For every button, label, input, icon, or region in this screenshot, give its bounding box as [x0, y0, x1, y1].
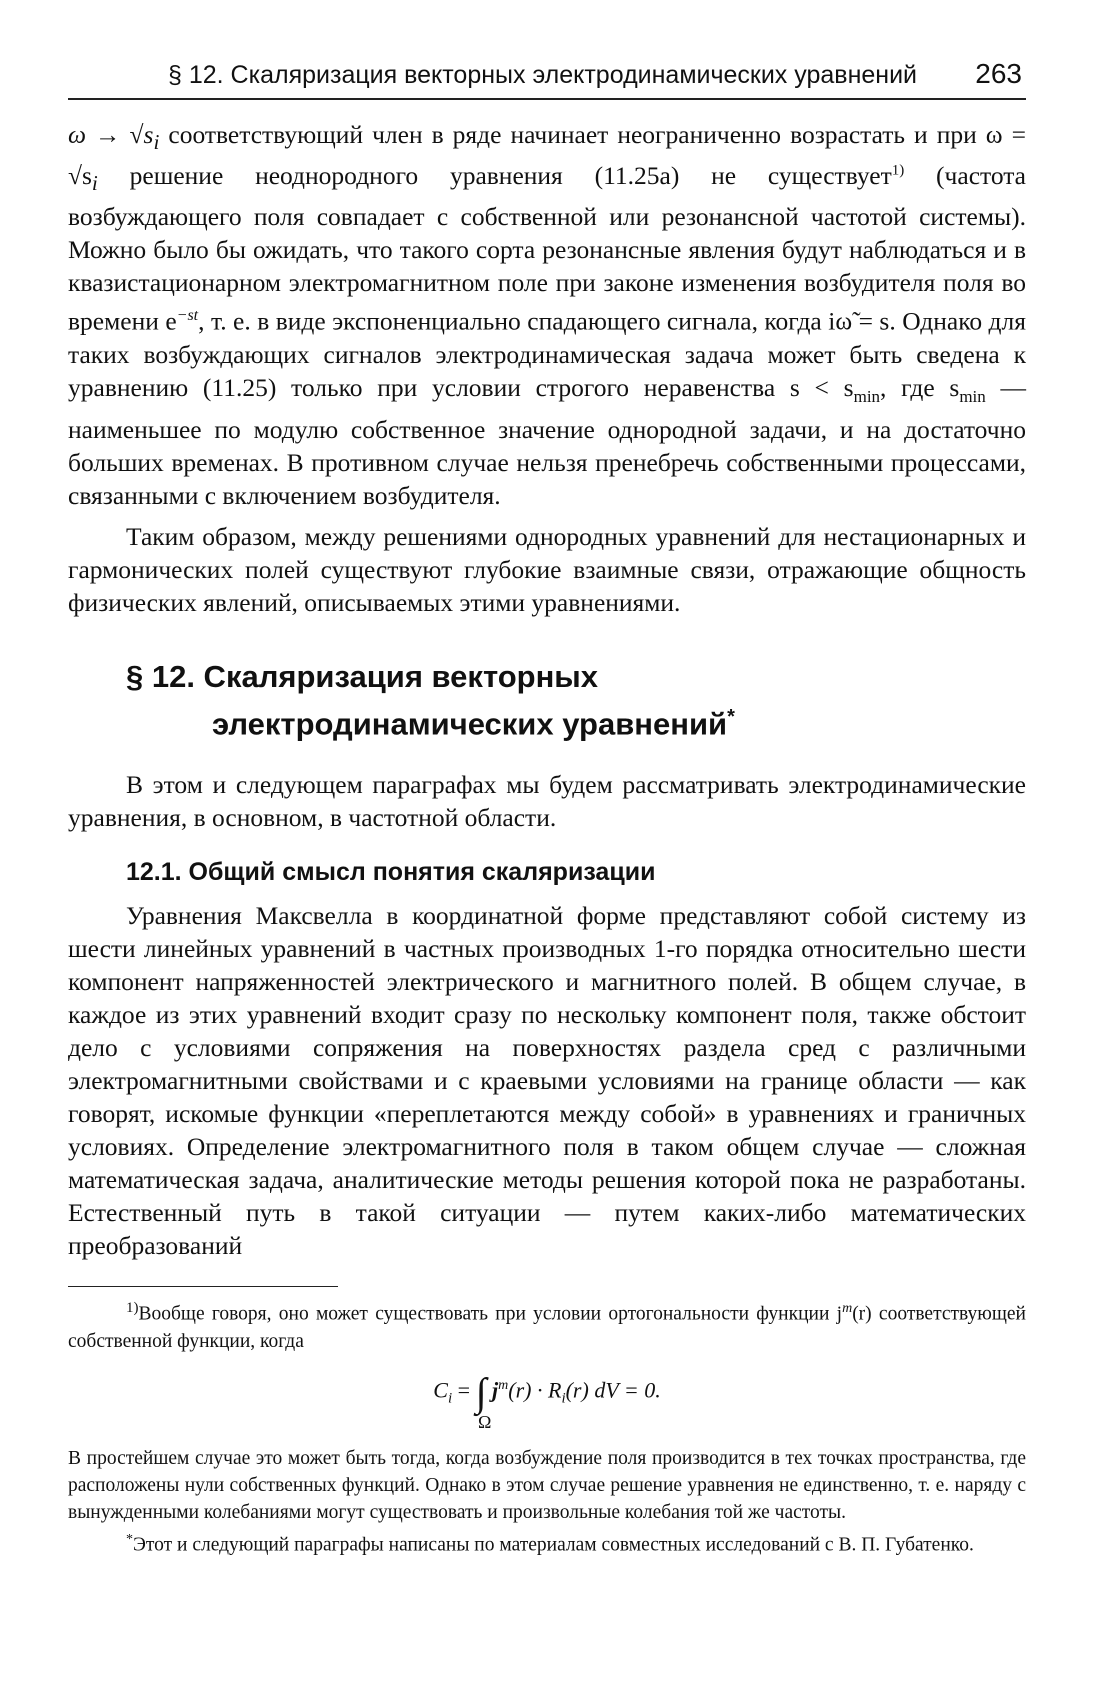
- footnote-formula: $C_i$ = ∫ $j^m(r) \cdot R_i(r)$ dV = 0. Ω: [68, 1369, 1026, 1431]
- paragraph-conclusion: Таким образом, между решениями однородных уравнений для нестационарных и гармонических полей существуют глубокие взаимные связи, отражающие общность физических явлений, описываемых этими уравнениями.: [68, 521, 1026, 617]
- running-title: § 12. Скаляризация векторных электродинамических уравнений: [168, 61, 918, 89]
- section-intro-paragraph: В этом и следующем параграфах мы будем рассматривать электродинамические уравнения, в основном, в частотной области.: [68, 770, 1026, 833]
- footnote-1: $^{1)}$Вообще говоря, оно может существовать при условии ортогональности функции $j^m(r)$ соответствующей собственной функции, когда: [68, 1300, 1026, 1352]
- footnote-star: *Этот и следующий параграфы написаны по материалам совместных исследований с В. П. Губатенко.: [126, 1531, 974, 1556]
- integral-sign: ∫: [475, 1368, 487, 1414]
- main-text: [68, 118, 1026, 1262]
- running-header: [68, 58, 1026, 100]
- paragraph-continued: $\omega \to √s_i$ соответствующий член в ряде начинает неограниченно возрастать и при $\omega = √s_i$ решение неоднородного уравнения (11.25а) не существует$^{1)}$ (частота возбуждающего поля совпадает с собственной или резонансной частотой системы). Можно было бы ожидать, что такого сорта резонансные явления будут наблюдаться и в квазистационарном электромагнитном поле при законе изменения возбудителя поля во времени $e^{-st}$, т. е. в виде экспоненциально спадающего сигнала, когда iω̃ = s. Однако для таких возбуждающих сигналов электродинамическая задача может быть сведена к уравнению (11.25) только при условии строгого неравенства $s < s_{min}$, где $s_{min}$ — наименьшее по модулю собственное значение однородной задачи, и на достаточно больших временах. В противном случае нельзя пренебречь собственными процессами, связанными с включением возбудителя.: [68, 120, 1027, 510]
- footnote-divider: [68, 1286, 338, 1287]
- section-title: § 12. Скаляризация векторных электродинамических уравнений*: [126, 658, 735, 742]
- footnote-1-continued: В простейшем случае это может быть тогда, когда возбуждение поля производится в тех точках пространства, где расположены нули собственных функций. Однако в этом случае решение уравнения не единственно, т. е. наряду с вынужденными колебаниями могут существовать и произвольные колебания той же частоты.: [68, 1447, 1026, 1523]
- page-number: 263: [975, 58, 1022, 89]
- integration-domain: Ω: [478, 1411, 492, 1432]
- subsection-title: 12.1. Общий смысл понятия скаляризации: [126, 858, 656, 887]
- footnote-ref-1: 1): [891, 162, 905, 179]
- section-title-footnote-mark: *: [727, 705, 735, 728]
- subsection-paragraph: Уравнения Максвелла в координатной форме представляют собой систему из шести линейных уравнений в частных производных 1-го порядка относительно шести компонент напряженностей электрического и магнитного полей. В общем случае, в каждое из этих уравнений входит сразу по нескольку компонент поля, также обстоит дело с условиями сопряжения на поверхностях раздела сред с различными электромагнитными свойствами и с краевыми условиями на границе области — как говорят, искомые функции «переплетаются между собой» в уравнениях и граничных условиях. Определение электромагнитного поля в таком общем случае — сложная математическая задача, аналитические методы решения которой пока не разработаны. Естественный путь в такой ситуации — путем каких-либо математических преобразований: [68, 901, 1026, 1261]
- page: [68, 58, 1026, 1558]
- footnotes: [68, 1295, 1026, 1558]
